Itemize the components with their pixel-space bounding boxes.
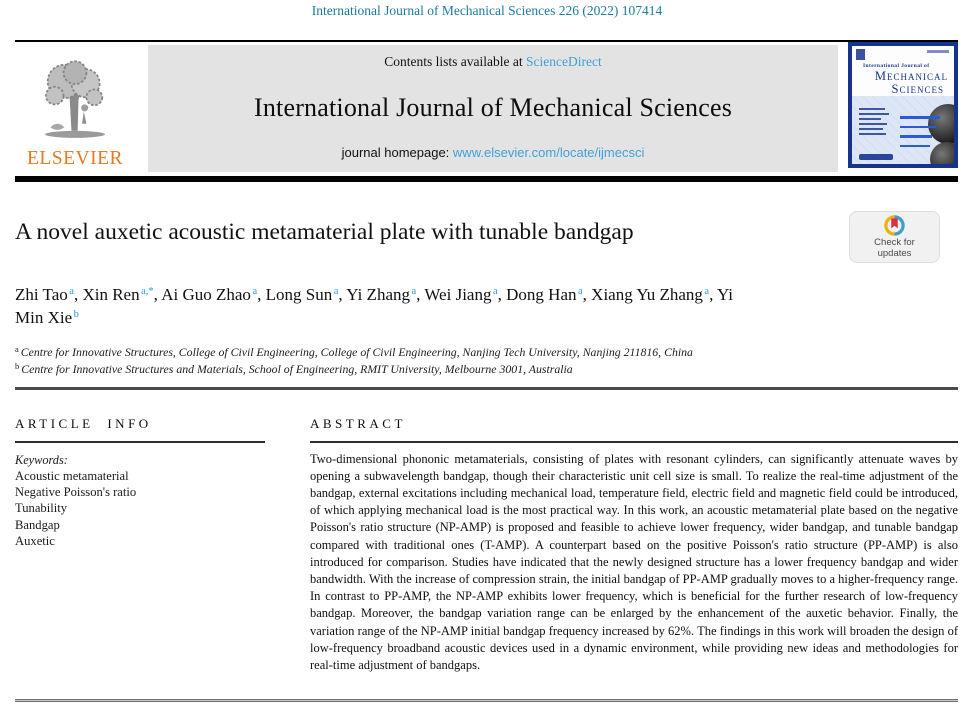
author	[82, 285, 161, 304]
author	[591, 285, 717, 304]
author	[161, 285, 265, 304]
author-separator: ,	[338, 285, 347, 304]
author-separator: ,	[416, 285, 425, 304]
author-affiliation-sup: a	[704, 286, 710, 297]
keyword: Auxetic	[15, 534, 55, 549]
keyword: Bandgap	[15, 517, 60, 532]
author-name: Xiang Yu Zhang	[591, 285, 703, 304]
contents-lists-text: Contents lists available at	[384, 54, 526, 69]
keywords-label: Keywords:	[15, 452, 68, 467]
author-affiliation-sup: a,*	[141, 286, 154, 297]
crossmark-icon	[884, 215, 905, 236]
author	[424, 285, 506, 304]
affiliation	[15, 361, 915, 378]
cover-issn-bar	[927, 50, 949, 53]
article-info-heading: ARTICLE INFO	[15, 416, 152, 431]
affiliation	[15, 344, 915, 361]
author-separator: ,	[257, 285, 266, 304]
abstract-section	[310, 416, 958, 674]
author	[266, 285, 347, 304]
author-affiliation-sup: b	[73, 309, 79, 321]
abstract-heading: ABSTRACT	[310, 416, 406, 431]
cover-journal-prefix: International Journal of	[863, 63, 930, 69]
abstract-rule	[310, 441, 958, 443]
author-affiliation-sup: a	[411, 286, 417, 297]
cover-footer-bar	[859, 154, 893, 160]
author	[346, 285, 424, 304]
author-list	[15, 283, 760, 330]
author-name: Dong Han	[506, 285, 577, 304]
abstract-text: Two-dimensional phononic metamaterials, consisting of plates with resonant cylinders, can significantly attenuate waves by opening a subwavelength bandgap, though their characteristic unit cell size is small. To realize the real-time adjustment of the bandgap, external excitations including mechanical load, temperature field, electric field and magnetic field could be introduced, of which applying mechanical load is the most practical way. In this work, an acoustic metamaterial plate based on the negative Poisson's ratio structure (NP-AMP) is proposed and feasible to achieve lower frequency, wider bandgap, and tunable bandgap compared with traditional ones (T-AMP). A counterpart based on the positive Poisson's ratio structure (PP-AMP) is also introduced for comparison. Studies have indicated that the newly designed structure has a lower frequency bandgap and wider bandwidth. With the increase of compression strain, the initial bandgap of PP-AMP gradually moves to a higher-frequency range. In contrast to PP-AMP, the NP-AMP exhibits lower frequency, which is beneficial for the further research of low-frequency bandgap. Moreover, the bandgap variation range can be enlarged by the enhancement of the auxetic behavior. Finally, the variation range of the NP-AMP initial bandgap frequency increased by 62%. The findings in this work will broaden the design of low-frequency broadband acoustic devices used in a dynamic environment, while providing new ideas and methodologies for real-time adjustment of bandgaps.	[310, 451, 958, 672]
author-affiliation-sup: a	[252, 286, 258, 297]
homepage-url-link[interactable]: www.elsevier.com/locate/ijmecsci	[452, 145, 645, 160]
author-affiliation-sup: a	[69, 286, 74, 297]
keyword: Acoustic metamaterial	[15, 468, 129, 483]
journal-title: International Journal of Mechanical Sciences	[253, 92, 733, 122]
author-name: Yi Min Xie	[15, 285, 734, 328]
author-affiliation-sup: a	[492, 286, 498, 297]
author-name: Zhi Tao	[15, 285, 68, 304]
cover-publisher-mark	[856, 49, 865, 60]
author-affiliation-sup: a	[578, 286, 583, 297]
author-name: Ai Guo Zhao	[161, 285, 251, 304]
author-name: Long Sun	[265, 285, 333, 304]
author	[506, 285, 591, 304]
cover-journal-title	[852, 70, 948, 96]
author-separator: ,	[73, 285, 83, 304]
cover-topic-text-bars	[900, 116, 940, 147]
page-bottom-rule	[15, 699, 958, 702]
keyword: Negative Poisson's ratio	[15, 484, 137, 499]
contents-lists-line	[384, 54, 601, 70]
badge-label-line2: updates	[877, 247, 912, 259]
affiliation-text: Centre for Innovative Structures, College of Civil Engineering, College of Civil Engineering, Nanjing Tech University, Nanjing 211816, China	[20, 345, 693, 359]
article-title: A novel auxetic acoustic metamaterial plate with tunable bandgap	[15, 219, 634, 245]
sciencedirect-link[interactable]: ScienceDirect	[526, 54, 602, 69]
affiliation-marker: b	[15, 361, 20, 372]
banner-bottom-rule	[15, 176, 958, 182]
journal-banner	[148, 45, 838, 172]
check-for-updates-button[interactable]	[849, 211, 940, 263]
author-separator: ,	[582, 285, 592, 304]
author-separator: ,	[709, 285, 717, 304]
cover-title-word1: Mechanical	[874, 69, 948, 83]
cover-title-word2: Sciences	[891, 82, 944, 96]
elsevier-wordmark: ELSEVIER	[26, 148, 124, 169]
author-affiliation-sup: a	[333, 286, 339, 297]
journal-homepage-line	[342, 145, 645, 160]
author-name: Yi Zhang	[346, 285, 410, 304]
elsevier-logo	[16, 46, 134, 170]
journal-citation-link[interactable]: International Journal of Mechanical Sciences 226 (2022) 107414	[311, 3, 663, 18]
author-separator: ,	[497, 285, 507, 304]
author-name: Xin Ren	[82, 285, 140, 304]
author-name: Wei Jiang	[424, 285, 492, 304]
article-info-section	[15, 416, 265, 550]
author	[15, 285, 82, 304]
author-separator: ,	[153, 285, 162, 304]
affiliation-list	[15, 344, 915, 378]
affiliation-marker: a	[15, 344, 19, 354]
cover-editor-text-bars	[859, 108, 889, 135]
badge-label-line1: Check for	[874, 237, 915, 248]
keyword: Tunability	[15, 501, 68, 516]
article-info-rule	[15, 441, 265, 443]
homepage-label: journal homepage:	[341, 145, 453, 160]
section-divider-rule	[15, 387, 958, 390]
journal-cover-thumbnail[interactable]	[848, 42, 958, 168]
top-rule	[15, 40, 958, 42]
affiliation-text: Centre for Innovative Structures and Materials, School of Engineering, RMIT University, Melbourne 3001, Australia	[21, 362, 573, 377]
elsevier-tree-icon	[31, 54, 119, 146]
